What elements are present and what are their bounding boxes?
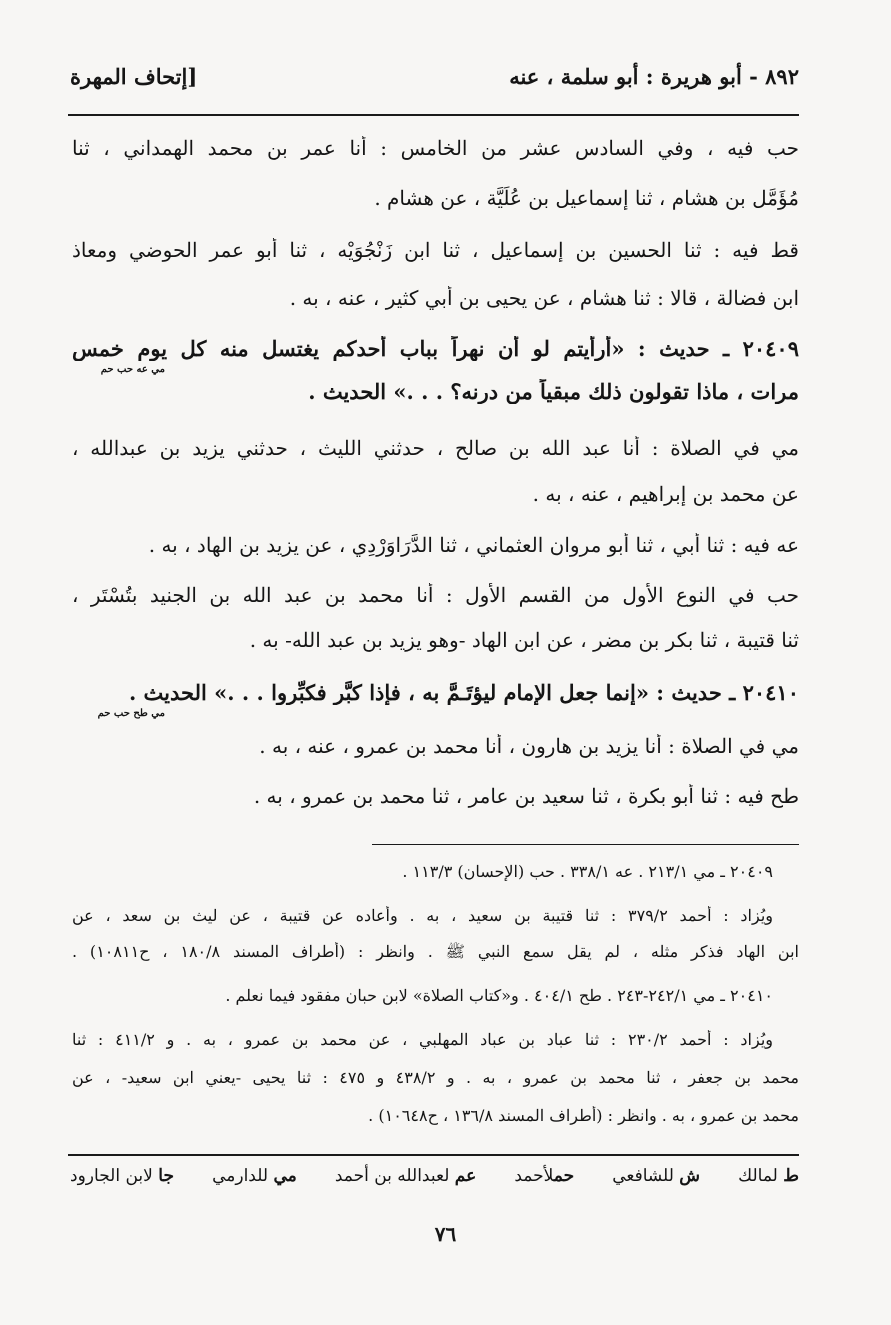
legend-name: للشافعي (612, 1166, 674, 1186)
legend-item (212, 1166, 297, 1186)
body-line: مي في الصلاة : أنا يزيد بن هارون ، أنا محمد بن عمرو ، عنه ، به . (259, 734, 799, 758)
footnote-line: ويُزاد : أحمد ٣٧٩/٢ : ثنا قتيبة بن سعيد ، به . وأعاده عن قتيبة ، عن ليث بن سعد ، عن (72, 906, 773, 925)
footnote-line: ٢٠٤١٠ ـ مي ٢٤٢/١-٢٤٣ . طح ٤٠٤/١ . و«كتاب الصلاة» لابن حبان مفقود فيما نعلم . (225, 986, 773, 1005)
running-header (70, 64, 799, 100)
header-rule (68, 114, 799, 116)
footnote-rule (372, 844, 799, 845)
legend-name: لعبدالله بن أحمد (334, 1166, 450, 1186)
body-line: عه فيه : ثنا أبي ، ثنا أبو مروان العثماني ، ثنا الدَّرَاوَرْدِي ، عن يزيد بن الهاد ، به . (148, 533, 799, 557)
header-book-title: [إتحاف المهرة (70, 64, 198, 89)
legend-item (612, 1166, 700, 1186)
hadith-heading: ٢٠٤٠٩ ـ حديث : «أرأيتم لو أن نهراً بباب أحدكم يغتسل منه كل يوم خمس (72, 336, 799, 361)
legend-name: لأحمد (514, 1166, 554, 1186)
body-line: حب فيه ، وفي السادس عشر من الخامس : أنا عمر بن محمد الهمداني ، ثنا (72, 136, 799, 160)
page-number: ٧٦ (434, 1222, 457, 1246)
footnote-line: ويُزاد : أحمد ٢٣٠/٢ : ثنا عباد بن عباد المهلبي ، عن محمد بن عمرو ، به . و ٤١١/٢ : ثنا (72, 1030, 773, 1049)
footnote-line: ابن الهاد فذكر مثله ، لم يقل سمع النبي ﷺ . وانظر : (أطراف المسند ١٨٠/٨ ، ح١٠٨١١) . (72, 942, 799, 961)
body-line: ابن فضالة ، قالا : ثنا هشام ، عن يحيى بن أبي كثير ، عنه ، به . (289, 286, 799, 310)
body-line: ثنا قتيبة ، ثنا بكر بن مضر ، عن ابن الهاد -وهو يزيد بن عبد الله- به . (249, 628, 799, 652)
legend-item (70, 1166, 174, 1186)
source-marks: مي طح حب حم (97, 708, 165, 719)
legend-item (738, 1166, 799, 1186)
body-line: قط فيه : ثنا الحسين بن إسماعيل ، ثنا ابن زَنْجُوَيْه ، ثنا أبو عمر الحوضي ومعاذ (72, 238, 799, 262)
legend-abbr: ش (679, 1166, 701, 1186)
hadith-heading: ٢٠٤١٠ ـ حديث : «إنما جعل الإمام ليؤتَـمَّ به ، فإذا كبَّر فكبِّروا . . .» الحديث . (128, 680, 799, 705)
legend-abbr: ط (783, 1166, 799, 1186)
footnote-line: ٢٠٤٠٩ ـ مي ٢١٣/١ . عه ٣٣٨/١ . حب (الإحسان) ١١٣/٣ . (402, 862, 773, 881)
body-line: مُؤَمَّل بن هشام ، ثنا إسماعيل بن عُلَيَّة ، عن هشام . (374, 186, 799, 210)
source-marks: مي عه حب حم (100, 364, 165, 375)
legend-rule (68, 1154, 799, 1156)
footnote-line: محمد بن عمرو ، به . وانظر : (أطراف المسند ١٣٦/٨ ، ح١٠٦٤٨) . (368, 1106, 799, 1125)
body-line: حب في النوع الأول من القسم الأول : أنا محمد بن عبد الله بن الجنيد بتُسْتَر ، (72, 583, 799, 607)
body-line: عن محمد بن إبراهيم ، عنه ، به . (532, 482, 799, 506)
footnote-line: محمد بن جعفر ، ثنا محمد بن عمرو ، به . و ٤٣٨/٢ و ٤٧٥ : ثنا يحيى -يعني ابن سعيد- ، عن (72, 1068, 799, 1087)
body-line: طح فيه : ثنا أبو بكرة ، ثنا سعيد بن عامر ، ثنا محمد بن عمرو ، به . (253, 784, 799, 808)
legend-item (514, 1166, 574, 1186)
abbreviation-legend (70, 1166, 799, 1186)
legend-abbr: جا (158, 1166, 174, 1186)
legend-name: لمالك (738, 1166, 778, 1186)
legend-name: لابن الجارود (70, 1166, 153, 1186)
legend-name: للدارمي (212, 1166, 269, 1186)
legend-abbr: مي (273, 1166, 297, 1186)
legend-abbr: عم (454, 1166, 477, 1186)
legend-item (335, 1166, 476, 1186)
header-chapter-title: ٨٩٢ - أبو هريرة : أبو سلمة ، عنه (509, 64, 799, 89)
hadith-heading-cont: مرات ، ماذا تقولون ذلك مبقياً من درنه؟ . . .» الحديث . (308, 379, 799, 404)
body-line: مي في الصلاة : أنا عبد الله بن صالح ، حدثني الليث ، حدثني يزيد بن عبدالله ، (72, 436, 799, 460)
legend-abbr: حم (553, 1166, 575, 1186)
